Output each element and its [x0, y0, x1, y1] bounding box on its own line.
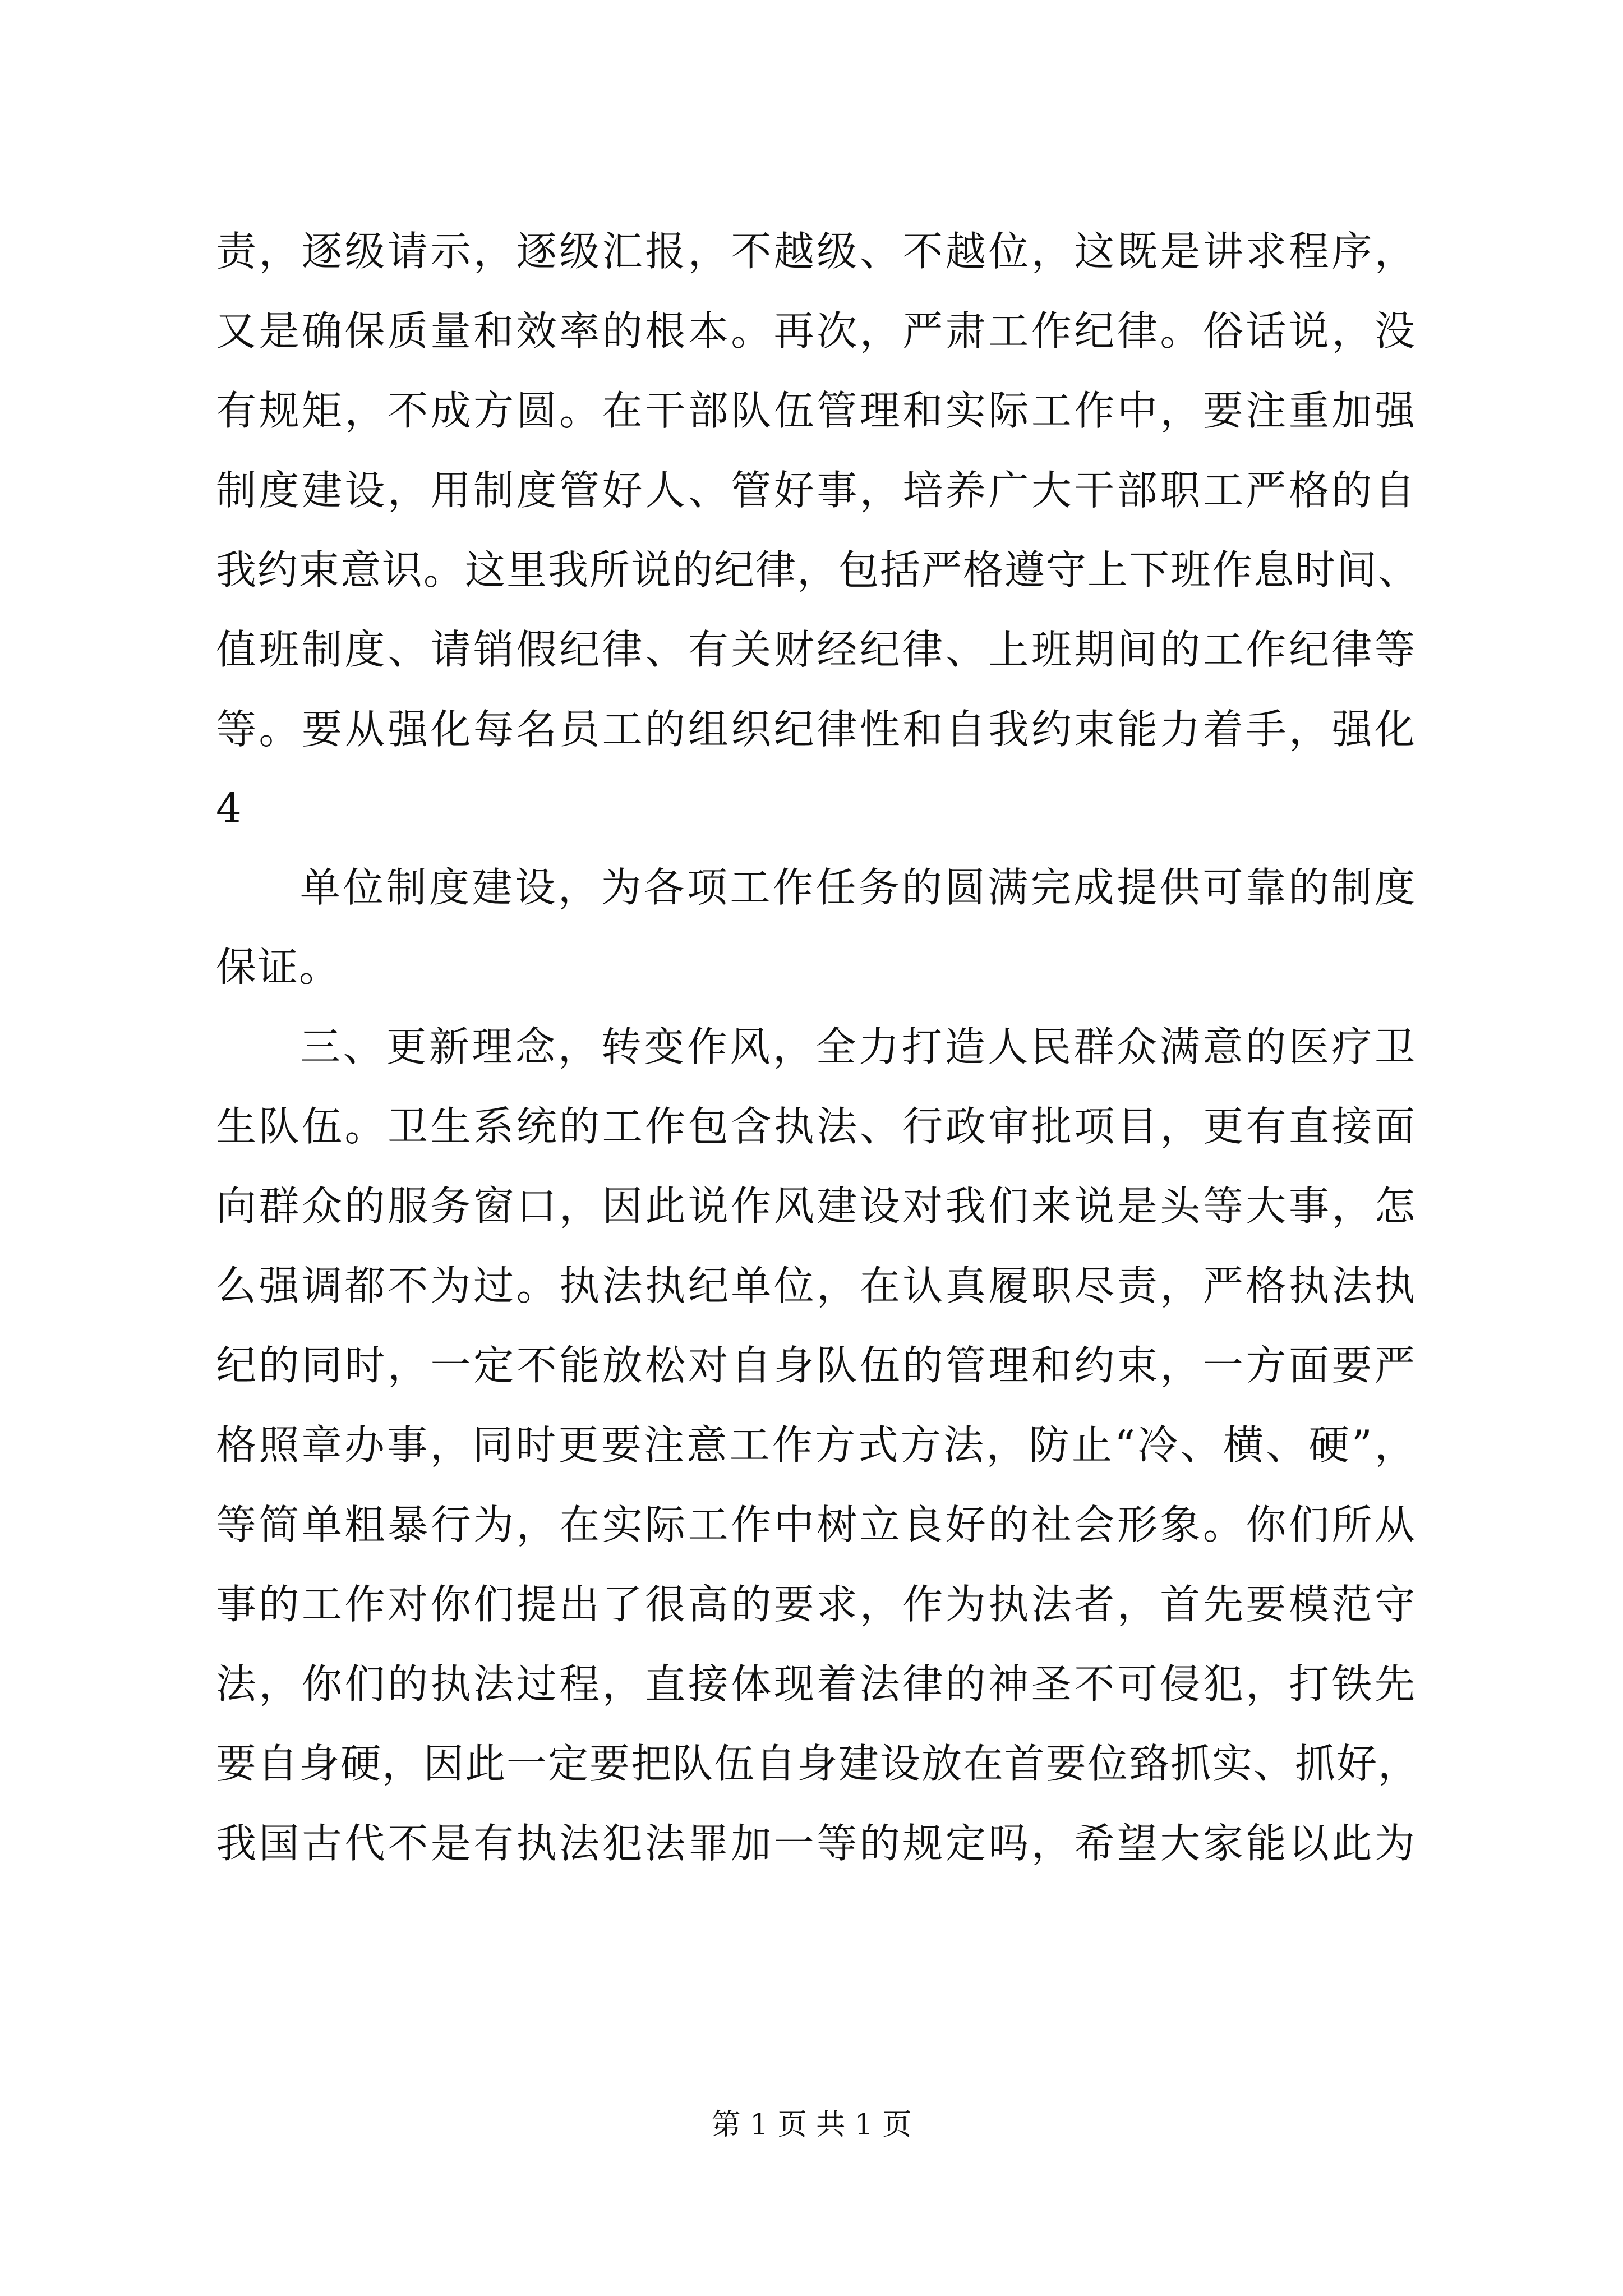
paragraph-line: 值班制度、请销假纪律、有关财经纪律、上班期间的工作纪律等: [216, 626, 1416, 673]
paragraph-line: 我国古代不是有执法犯法罪加一等的规定吗，希望大家能以此为: [216, 1820, 1416, 1867]
paragraph-line: 向群众的服务窗口，因此说作风建设对我们来说是头等大事，怎: [216, 1182, 1416, 1230]
paragraph-line: 三、更新理念，转变作风，全力打造人民群众满意的医疗卫: [300, 1023, 1416, 1070]
paragraph-line: 单位制度建设，为各项工作任务的圆满完成提供可靠的制度: [300, 864, 1416, 911]
paragraph-line: 格照章办事，同时更要注意工作方式方法，防止“冷、横、硬”，: [216, 1421, 1416, 1469]
paragraph-line: 制度建设，用制度管好人、管好事，培养广大干部职工严格的自: [216, 467, 1416, 514]
paragraph-line: 等。要从强化每名员工的组织纪律性和自我约束能力着手，强化: [216, 706, 1416, 753]
paragraph-line: 责，逐级请示，逐级汇报，不越级、不越位，这既是讲求程序，: [216, 228, 1416, 275]
paragraph-line: 等简单粗暴行为，在实际工作中树立良好的社会形象。你们所从: [216, 1501, 1416, 1548]
paragraph-line: 事的工作对你们提出了很高的要求，作为执法者，首先要模范守: [216, 1581, 1416, 1628]
paragraph-line: 要自身硬，因此一定要把队伍自身建设放在首要位臵抓实、抓好，: [216, 1740, 1420, 1787]
paragraph-line: 纪的同时，一定不能放松对自身队伍的管理和约束，一方面要严: [216, 1342, 1416, 1389]
inline-page-number: 4: [216, 784, 242, 831]
paragraph-line: 生队伍。卫生系统的工作包含执法、行政审批项目，更有直接面: [216, 1103, 1416, 1150]
paragraph-line: 有规矩，不成方圆。在干部队伍管理和实际工作中，要注重加强: [216, 387, 1416, 434]
page-footer: 第 1 页 共 1 页: [711, 2108, 912, 2142]
paragraph-line: 又是确保质量和效率的根本。再次，严肃工作纪律。俗话说，没: [216, 307, 1416, 355]
paragraph-line: 保证。: [216, 944, 341, 991]
paragraph-line: 法，你们的执法过程，直接体现着法律的神圣不可侵犯，打铁先: [216, 1660, 1416, 1708]
paragraph-line: 我约束意识。这里我所说的纪律，包括严格遵守上下班作息时间、: [216, 546, 1420, 593]
paragraph-line: 么强调都不为过。执法执纪单位，在认真履职尽责，严格执法执: [216, 1262, 1416, 1309]
